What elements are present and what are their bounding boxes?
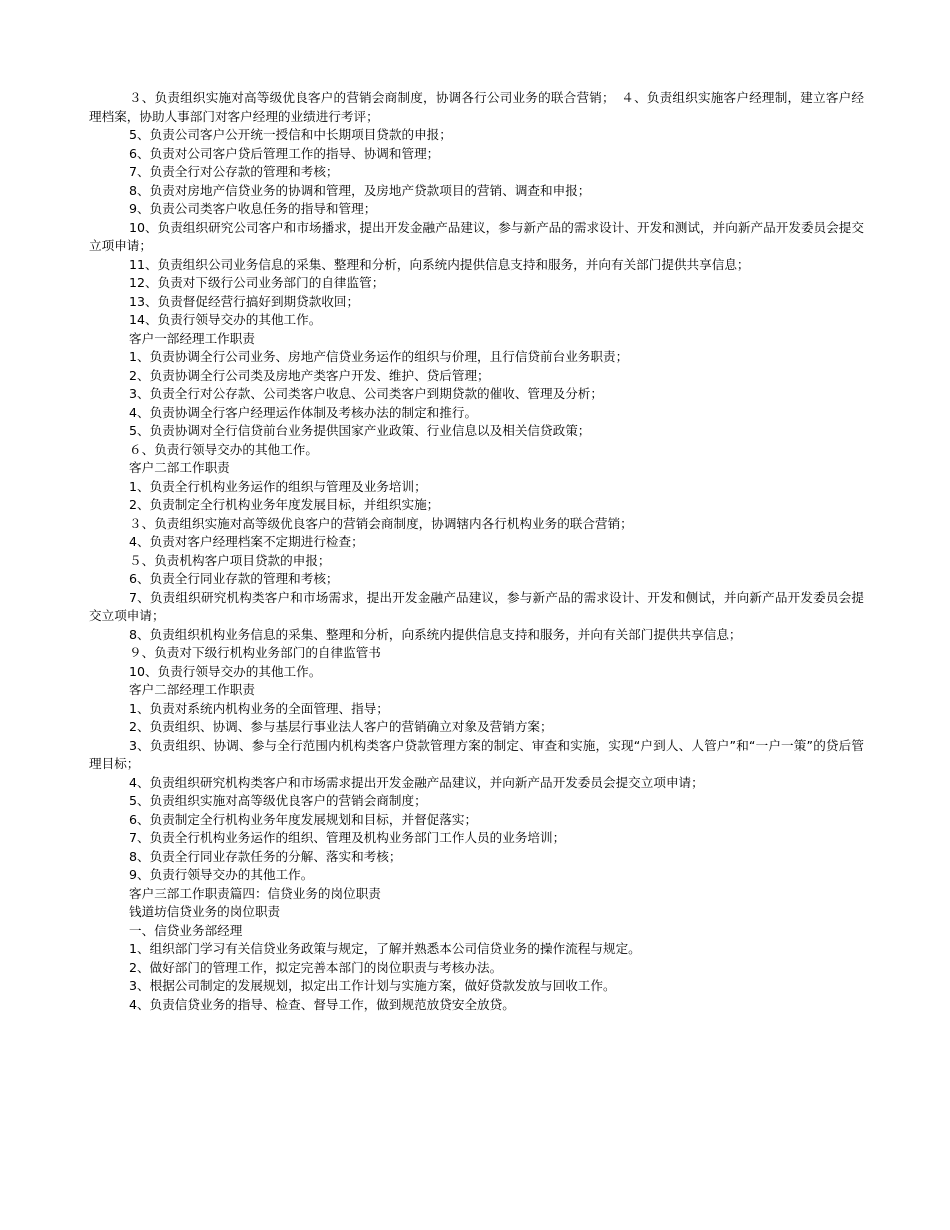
paragraph: 3、负责组织、协调、参与全行范围内机构类客户贷款管理方案的制定、审查和实施，实现“户到人、人管户”和“一户一策”的贷后管理目标； (89, 737, 864, 771)
paragraph: 8、负责组织机构业务信息的采集、整理和分析，向系统内提供信息支持和服务，并向有关部门提供共享信息； (129, 626, 742, 642)
paragraph: ５、负责机构客户项目贷款的申报； (129, 552, 331, 568)
paragraph: 6、负责全行同业存款的管理和考核； (129, 571, 339, 586)
paragraph: 2、负责组织、协调、参与基层行事业法人客户的营销确立对象及营销方案； (129, 719, 553, 734)
paragraph: 4、负责信贷业务的指导、检查、督导工作，做到规范放贷安全放贷。 (129, 996, 515, 1012)
paragraph: 7、负责全行对公存款的管理和考核； (129, 164, 339, 179)
paragraph: 5、负责公司客户公开统一授信和中长期项目贷款的申报； (129, 127, 452, 142)
paragraph: 7、负责组织研究机构类客户和市场需求，提出开发金融产品建议，参与新产品的需求设计、开发和侧试，并向新产品开发委员会提交立项申请； (89, 589, 864, 623)
paragraph: 3、负责全行对公存款、公司类客户收息、公司类客户到期贷款的催收、管理及分析； (129, 386, 603, 401)
paragraph: 1、负责全行机构业务运作的组织与管理及业务培训； (129, 478, 427, 494)
paragraph: 10、负责行领导交办的其他工作。 (129, 663, 322, 679)
paragraph: 4、负责协调全行客户经理运作体制及考核办法的制定和推行。 (129, 404, 478, 420)
paragraph: 1、组织部门学习有关信贷业务政策与规定，了解并熟悉本公司信贷业务的操作流程与规定。 (129, 941, 641, 956)
paragraph: ９、负责对下级行机构业务部门的自律监管书 (129, 645, 381, 660)
paragraph: 2、负责制定全行机构业务年度发展目标，并组织实施； (129, 497, 440, 512)
paragraph: ３、负责组织实施对高等级优良客户的营销会商制度，协调辖内各行机构业务的联合营销； (129, 515, 633, 531)
paragraph: 9、负责公司类客户收息任务的指导和管理； (129, 201, 377, 216)
document-page (89, 89, 864, 1014)
paragraph: 1、负责对系统内机构业务的全面管理、指导； (129, 700, 389, 716)
paragraph: 1、负责协调全行公司业务、房地产信贷业务运作的组织与价理，且行信贷前台业务职责； (129, 349, 629, 364)
paragraph: 9、负责行领导交办的其他工作。 (129, 867, 314, 882)
section-heading: 钱道坊信贷业务的岗位职责 (129, 904, 281, 919)
paragraph: 13、负责督促经营行搞好到期贷款收回； (129, 293, 360, 309)
paragraph: 5、负责组织实施对高等级优良客户的营销会商制度； (129, 793, 427, 808)
paragraph: 4、负责组织研究机构类客户和市场需求提出开发金融产品建议，并向新产品开发委员会提交立项申请； (129, 774, 704, 790)
paragraph: 11、负责组织公司业务信息的采集、整理和分析，向系统内提供信息支持和服务，并向有关部门提供共享信息； (129, 256, 750, 272)
paragraph: 3、根据公司制定的发展规划，拟定出工作计划与实施方案，做好贷款发放与回收工作。 (129, 978, 616, 993)
paragraph: 12、负责对下级行公司业务部门的自律监管； (129, 275, 385, 290)
section-heading: 客户三部工作职责篇四：信贷业务的岗位职责 (129, 885, 381, 901)
paragraph: 5、负责协调对全行信贷前台业务提供国家产业政策、行业信息以及相关信贷政策； (129, 423, 591, 438)
paragraph: 6、负责对公司客户贷后管理工作的指导、协调和管理； (129, 145, 440, 161)
section-heading: 客户二部工作职责 (129, 460, 230, 475)
paragraph: 2、做好部门的管理工作，拟定完善本部门的岗位职责与考核办法。 (129, 959, 503, 975)
paragraph: 6、负责制定全行机构业务年度发展规划和目标，并督促落实； (129, 811, 478, 827)
paragraph: ６、负责行领导交办的其他工作。 (129, 441, 318, 457)
paragraph: 2、负责协调全行公司类及房地产类客户开发、维护、贷后管理； (129, 367, 490, 383)
section-heading: 客户二部经理工作职责 (129, 682, 255, 697)
paragraph: ３、负责组织实施对高等级优良客户的营销会商制度，协调各行公司业务的联合营销； ４、负责组织实施客户经理制，建立客户经理档案，协助人事部门对客户经理的业绩进行考评； (89, 90, 864, 124)
paragraph: 14、负责行领导交办的其他工作。 (129, 312, 322, 327)
paragraph: 4、负责对客户经理档案不定期进行检查； (129, 534, 364, 549)
section-heading: 客户一部经理工作职责 (129, 330, 255, 346)
paragraph: 8、负责对房地产信贷业务的协调和管理，及房地产贷款项目的营销、调查和申报； (129, 182, 591, 198)
paragraph: 10、负责组织研究公司客户和市场播求，提出开发金融产品建议，参与新产品的需求设计、开发和测试，并向新产品开发委员会提交立项申请； (89, 219, 864, 253)
paragraph: 7、负责全行机构业务运作的组织、管理及机构业务部门工作人员的业务培训； (129, 830, 566, 845)
section-heading: 一、信贷业务部经理 (129, 922, 243, 938)
paragraph: 8、负责全行同业存款任务的分解、落实和考核； (129, 848, 402, 864)
